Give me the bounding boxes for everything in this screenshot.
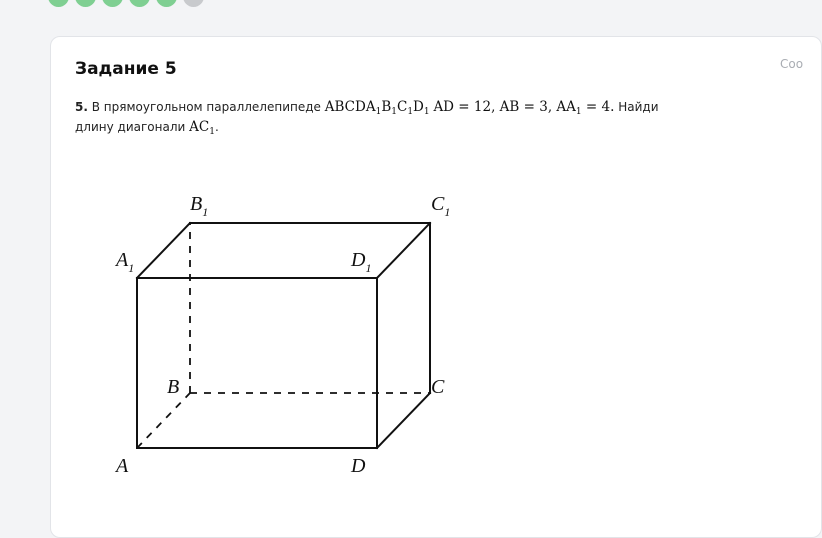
vertex-label-c: C [431,376,445,398]
edge-d-c [377,393,430,448]
target-diagonal: $AC_1$ [189,119,215,137]
solid-name: $ABCDA_1B_1C_1D_1$ [324,99,430,117]
corner-link[interactable]: Соо [780,57,804,71]
vertex-label-c1: $C_1$ [431,193,451,219]
vertex-label-d1: $D_1$ [351,249,372,275]
problem-conditions: AD = 12, AB = 3, $AA_1 = 4$. [433,99,615,117]
edge-d1-c1 [377,223,430,278]
problem-text-after: Найди длину диагонали [75,100,659,134]
problem-text-before: В прямоугольном параллелепипеде [91,100,321,114]
edge-a1-b1 [137,223,190,278]
hidden-edge-a-b [137,393,190,448]
problem-period: . [214,120,219,134]
vertex-label-d: D [351,455,366,477]
vertex-label-b: B [167,376,180,398]
vertex-label-a1: $A_1$ [116,249,135,275]
vertex-label-b1: $B_1$ [190,193,209,219]
problem-number: 5. [75,100,88,114]
task-title: Задание 5 [75,59,177,79]
vertex-label-a: A [116,455,129,477]
